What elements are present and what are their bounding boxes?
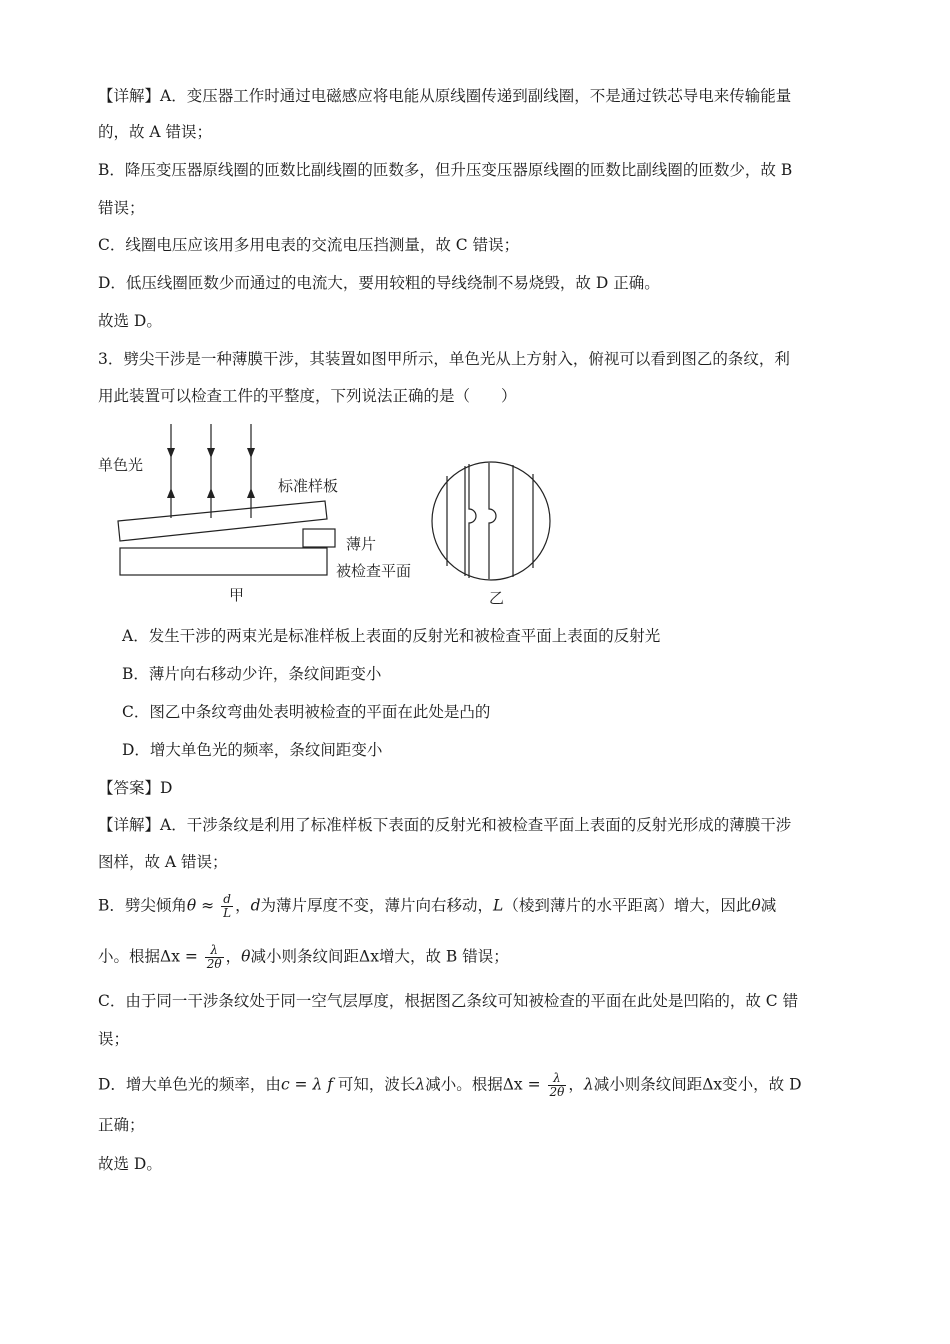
option-d: D．增大单色光的频率，条纹间距变小 <box>122 741 383 759</box>
fraction-d-over-L: $\frac{d}{L}$ <box>223 892 232 920</box>
detail2-a-line2: 图样，故 A 错误； <box>98 853 228 871</box>
detail2-final: 故选 D。 <box>98 1155 162 1173</box>
arrow-up-2 <box>207 488 215 498</box>
detail2-d-line2: 正确； <box>98 1116 145 1134</box>
figure-svg <box>95 418 565 613</box>
question3-line2: 用此装置可以检查工件的平整度，下列说法正确的是（ ） <box>98 387 517 405</box>
arrow-up-1 <box>167 488 175 498</box>
label-jia: 甲 <box>229 586 245 604</box>
detail2-a-line1: 【详解】A．干涉条纹是利用了标准样板下表面的反射光和被检查平面上表面的反射光形成的薄膜干涉 <box>98 816 792 834</box>
detail1-line5: C．线圈电压应该用多用电表的交流电压挡测量，故 C 错误； <box>98 236 520 254</box>
fraction-lambda-over-2theta: $\frac{\lambda}{2\theta}$ <box>206 943 222 971</box>
arrow-down-1 <box>167 448 175 458</box>
thin-slip <box>303 529 335 547</box>
fraction-lambda-over-2theta-2: $\frac{\lambda}{2\theta}$ <box>549 1071 565 1099</box>
fringe-line-3 <box>469 464 476 578</box>
detail2-c-line2: 误； <box>98 1030 130 1048</box>
detail1-line6: D．低压线圈匝数少而通过的电流大，要用较粗的导线绕制不易烧毁，故 D 正确。 <box>98 274 660 292</box>
fringe-view-circle <box>432 462 550 580</box>
inspected-surface-block <box>120 548 327 575</box>
detail2-b-line2: 小。根据Δx = $\frac{\lambda}{2\theta}$ ，θ减小则条纹间距Δx增大，故 B 错误； <box>98 943 509 971</box>
detail2-d-line1: D．增大单色光的频率，由c = λ f 可知，波长λ减小。根据Δx = $\frac{\lambda}{2\theta}$ ，λ减小则条纹间距Δx变小，故 D <box>98 1071 802 1099</box>
label-thin-slip: 薄片 <box>346 535 377 553</box>
fringe-line-4 <box>489 463 496 579</box>
standard-plate <box>118 501 327 541</box>
detail1-line4: 错误； <box>98 199 145 217</box>
label-standard-plate: 标准样板 <box>278 477 339 495</box>
detail1-line2: 的，故 A 错误； <box>98 123 213 141</box>
detail1-line1: 【详解】A．变压器工作时通过电磁感应将电能从原线圈传递到副线圈，不是通过铁芯导电来传输能量 <box>98 87 792 105</box>
label-inspected-surface: 被检查平面 <box>336 562 412 580</box>
arrow-down-2 <box>207 448 215 458</box>
arrow-up-3 <box>247 488 255 498</box>
detail1-line3: B．降压变压器原线圈的匝数比副线圈的匝数多，但升压变压器原线圈的匝数比副线圈的匝数少，故 B <box>98 161 793 179</box>
label-monochromatic-light: 单色光 <box>98 456 144 474</box>
arrow-down-3 <box>247 448 255 458</box>
detail1-line7: 故选 D。 <box>98 312 162 330</box>
option-c: C．图乙中条纹弯曲处表明被检查的平面在此处是凸的 <box>122 703 491 721</box>
detail2-b-line1: B．劈尖倾角θ ≈ $\frac{d}{L}$ ，d为薄片厚度不变，薄片向右移动，L（棱到薄片的水平距离）增大，因此θ减 <box>98 892 777 920</box>
option-b: B．薄片向右移动少许，条纹间距变小 <box>122 665 382 683</box>
option-a: A．发生干涉的两束光是标准样板上表面的反射光和被检查平面上表面的反射光 <box>122 627 661 645</box>
label-yi: 乙 <box>489 589 505 607</box>
question3-line1: 3．劈尖干涉是一种薄膜干涉，其装置如图甲所示，单色光从上方射入，俯视可以看到图乙的条纹，利 <box>98 350 790 368</box>
answer: 【答案】D <box>98 779 173 797</box>
detail2-c-line1: C．由于同一干涉条纹处于同一空气层厚度，根据图乙条纹可知被检查的平面在此处是凹陷的，故 C 错 <box>98 992 799 1010</box>
wedge-interference-figure <box>95 418 565 617</box>
